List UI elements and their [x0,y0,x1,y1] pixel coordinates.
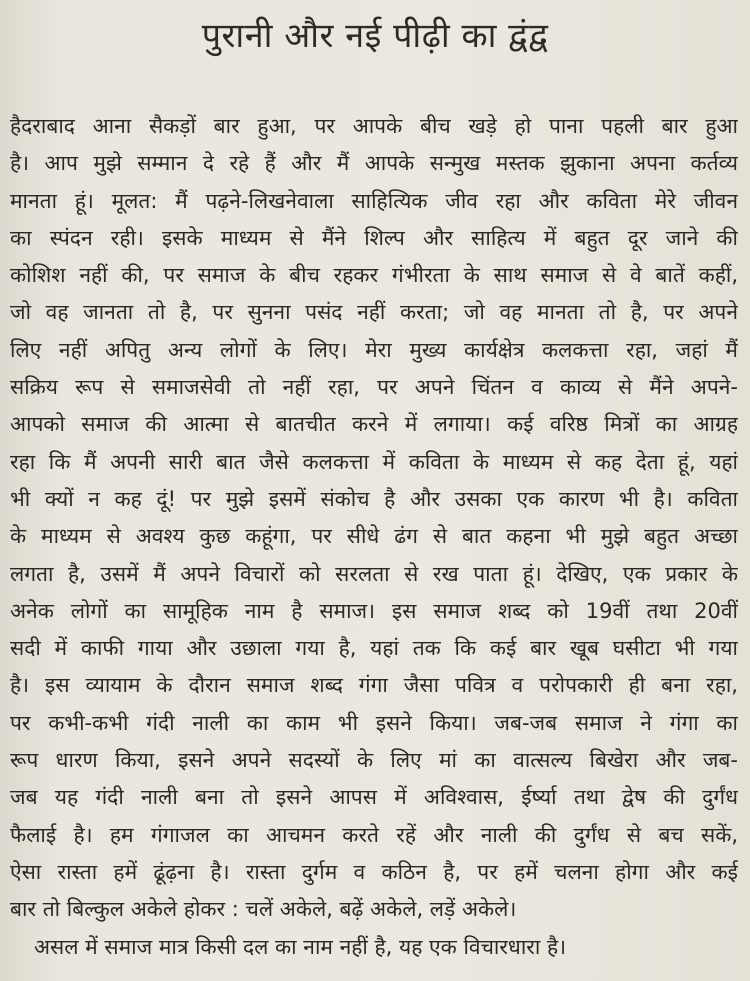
text-line: आपको समाज की आत्मा से बातचीत करने में लगाया। कई वरिष्ठ मित्रों का आग्रह [10,412,738,437]
text-line: लिए नहीं अपितु अन्य लोगों के लिए। मेरा मुख्य कार्यक्षेत्र कलकत्ता रहा, जहां मैं [10,337,738,362]
text-line: सक्रिय रूप से समाजसेवी तो नहीं रहा, पर अपने चिंतन व काव्य से मैंने अपने- [10,375,738,400]
text-line: भी क्यों न कह दूं! पर मुझे इसमें संकोच है और उसका एक कारण भी है। कविता [10,486,738,511]
body-text [10,108,738,966]
text-line: हैदराबाद आना सैकड़ों बार हुआ, पर आपके बीच खड़े हो पाना पहली बार हुआ [10,114,738,138]
text-line: है। आप मुझे सम्मान दे रहे हैं और मैं आपके सन्मुख मस्तक झुकाना अपना कर्तव्य [10,151,738,176]
text-line: मानता हूं। मूलत: मैं पढ़ने-लिखनेवाला साहित्यिक जीव रहा और कविता मेरे जीवन [10,188,738,213]
text-line: रहा कि मैं अपनी सारी बात जैसे कलकत्ता में कविता के माध्यम से कह देता हूं, यहां [10,449,738,474]
text-line: जो वह जानता तो है, पर सुनना पसंद नहीं करता; जो वह मानता तो है, पर अपने [10,300,738,325]
text-line: के माध्यम से अवश्य कुछ कहूंगा, पर सीधे ढंग से बात कहना भी मुझे बहुत अच्छा [10,524,738,549]
text-line: लगता है, उसमें मैं अपने विचारों को सरलता से रख पाता हूं। देखिए, एक प्रकार के [10,561,738,586]
text-line: कोशिश नहीं की, पर समाज के बीच रहकर गंभीरता के साथ समाज से वे बातें कहीं, [10,263,738,288]
text-line: ऐसा रास्ता हमें ढूंढ़ना है। रास्ता दुर्गम व कठिन है, पर हमें चलना होगा और कई [10,859,738,884]
text-line: बार तो बिल्कुल अकेले होकर : चलें अकेले, बढ़ें अकेले, लड़ें अकेले। [10,897,517,922]
text-line: सदी में काफी गाया और उछाला गया है, यहां तक कि कई बार खूब घसीटा भी गया [10,636,738,661]
text-line: रूप धारण किया, इसने अपने सदस्यों के लिए मां का वात्सल्य बिखेरा और जब- [10,748,738,773]
text-line: फैलाई है। हम गंगाजल का आचमन करते रहें और नाली की दुर्गंध से बच सकें, [10,822,738,847]
paragraph-start-line: असल में समाज मात्र किसी दल का नाम नहीं है, यह एक विचारधारा है। [34,934,567,959]
text-line: पर कभी-कभी गंदी नाली का काम भी इसने किया। जब-जब समाज ने गंगा का [10,710,738,735]
text-line: है। इस व्यायाम के दौरान समाज शब्द गंगा जैसा पवित्र व परोपकारी ही बना रहा, [10,673,738,698]
text-line: जब यह गंदी नाली बना तो इसने आपस में अविश्वास, ईर्ष्या तथा द्वेष की दुर्गंध [10,785,738,810]
text-line: अनेक लोगों का सामूहिक नाम है समाज। इस समाज शब्द को 19वीं तथा 20वीं [10,598,738,623]
page-title: पुरानी और नई पीढ़ी का द्वंद्व [201,16,549,56]
text-line: का स्पंदन रही। इसके माध्यम से मैंने शिल्प और साहित्य में बहुत दूर जाने की [10,225,738,250]
